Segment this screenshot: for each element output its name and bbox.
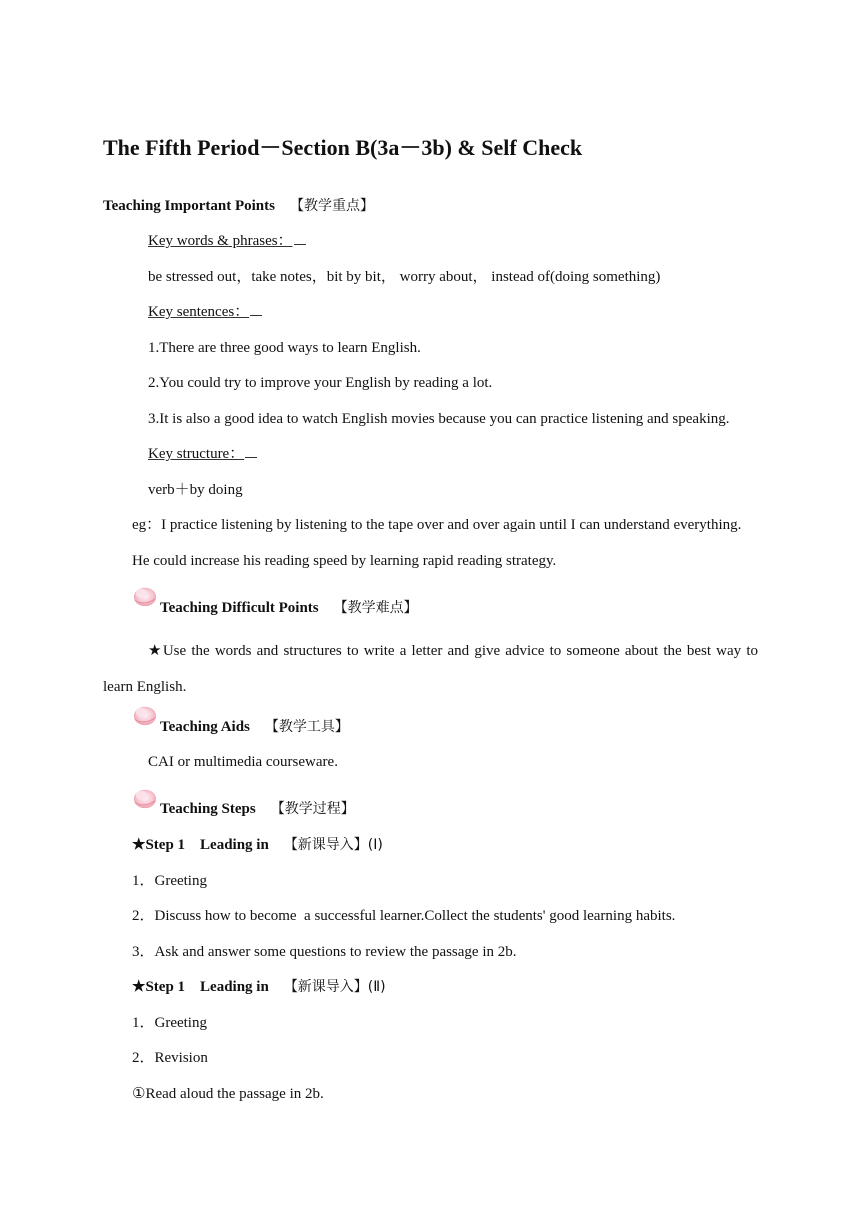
difficult-heading-cn: 【教学难点】 xyxy=(333,600,418,616)
step-1b-item-1: 1．Greeting xyxy=(132,1015,207,1031)
step-1a-heading xyxy=(132,835,383,855)
step-1b-label: ★Step 1 Leading in xyxy=(132,979,269,995)
step-1b-heading xyxy=(132,977,386,997)
example-1: eg：I practice listening by listening to the tape over and over again until I can understand everything. xyxy=(132,517,742,533)
aids-heading-cn: 【教学工具】 xyxy=(264,719,349,735)
flower-icon xyxy=(132,786,158,810)
flower-icon xyxy=(132,584,158,608)
key-structure-label xyxy=(148,444,257,464)
sentence-1: 1.There are three good ways to learn English. xyxy=(148,340,421,356)
sentence-2: 2.You could try to improve your English by reading a lot. xyxy=(148,375,493,391)
difficult-text: ★Use the words and structures to write a letter and give advice to someone about the best way to learn English. xyxy=(103,643,758,695)
steps-heading-cn: 【教学过程】 xyxy=(270,801,355,817)
teaching-steps-heading xyxy=(160,799,355,819)
key-sentences-label xyxy=(148,302,262,322)
step-1b-item-3: ①Read aloud the passage in 2b. xyxy=(132,1086,324,1102)
aids-text: CAI or multimedia courseware. xyxy=(148,754,338,770)
difficult-heading-text: Teaching Difficult Points xyxy=(160,600,319,616)
page-title: The Fifth Period－Section B(3a－3b) & Self Check xyxy=(103,135,583,160)
step-1b-label-cn: 【新课导入】(Ⅱ) xyxy=(283,979,386,995)
key-structure-label-text: Key structure： xyxy=(148,446,245,462)
step-1a-label: ★Step 1 Leading in xyxy=(132,837,269,853)
steps-heading-text: Teaching Steps xyxy=(160,801,256,817)
flower-icon xyxy=(132,703,158,727)
difficult-points-heading xyxy=(160,598,418,618)
important-heading-cn: 【教学重点】 xyxy=(289,198,374,214)
key-words: be stressed out，take notes，bit by bit， worry about， instead of(doing something) xyxy=(148,269,661,285)
teaching-aids-heading xyxy=(160,717,349,737)
important-heading-text: Teaching Important Points xyxy=(103,198,275,214)
important-points-heading xyxy=(103,196,374,216)
key-words-label xyxy=(148,231,306,251)
step-1a-item-1: 1．Greeting xyxy=(132,873,207,889)
step-1a-label-cn: 【新课导入】(Ⅰ) xyxy=(283,837,383,853)
aids-heading-text: Teaching Aids xyxy=(160,719,250,735)
step-1a-item-3: 3．Ask and answer some questions to review the passage in 2b. xyxy=(132,944,517,960)
sentence-3: 3.It is also a good idea to watch English movies because you can practice listening and speaking. xyxy=(148,411,730,427)
example-2: He could increase his reading speed by learning rapid reading strategy. xyxy=(132,553,557,569)
structure: verb＋by doing xyxy=(148,482,243,498)
key-words-label-text: Key words & phrases： xyxy=(148,233,293,249)
step-1b-item-2: 2．Revision xyxy=(132,1050,208,1066)
key-sentences-label-text: Key sentences： xyxy=(148,304,250,320)
step-1a-item-2: 2．Discuss how to become a successful learner.Collect the students' good learning habits. xyxy=(132,908,676,924)
